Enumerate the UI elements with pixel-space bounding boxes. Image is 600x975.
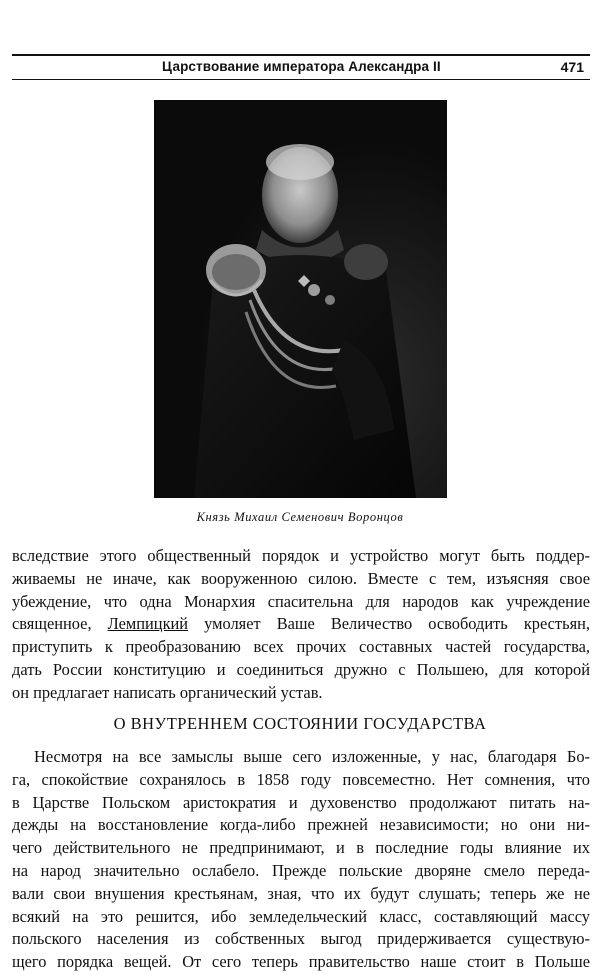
figure-caption: Князь Михаил Семенович Воронцов: [196, 510, 404, 524]
text-line: он предлагает написать органический устав.: [12, 682, 323, 702]
text-line: убеждение, что одна Монархия спасительна для народов как учреждение: [12, 591, 590, 611]
text-segment: священное,: [12, 614, 92, 634]
text-line: живаемы не иначе, как вооруженною силою. Вместе с тем, изъясняя свое: [12, 568, 590, 588]
text-line: Несмотря на все замыслы выше сего изложенные, у нас, благодаря Бо-: [34, 747, 590, 766]
portrait-illustration: [154, 100, 447, 498]
text-line: га, спокойствие сохранялось в 1858 году повсеместно. Нет сомнения, что: [12, 769, 590, 789]
text-segment: умоляет Ваше Величество освободить крестьян,: [204, 614, 590, 634]
portrait-photo: [154, 100, 447, 498]
text-line: всякий на это решится, ибо земледельческий класс, составляющий массу: [12, 906, 590, 926]
text-line: в Царстве Польском аристократия и духовенство продолжают питать на-: [12, 792, 590, 812]
text-line: на народ значительно ослабело. Прежде польские дворяне смело переда-: [12, 860, 590, 880]
page-number: 471: [560, 59, 584, 75]
underlined-name: Лемпицкий: [107, 614, 189, 634]
paragraph-2: [12, 746, 590, 974]
text-line: вследствие этого общественный порядок и устройство могут быть поддер-: [12, 546, 590, 565]
text-line: дежды на восстановление когда-либо прежней независимости; но они ни-: [12, 815, 590, 835]
paragraph-1: [12, 545, 590, 705]
text-line-with-name: [12, 613, 590, 636]
text-line: польского населения из собственных выгод придерживается существую-: [12, 929, 590, 949]
text-line: чего действительного не предпринимают, и в последние годы влияние их: [12, 838, 590, 858]
text-line: вали свои внушения крестьянам, зная, что их будут слушать; теперь же не: [12, 883, 590, 903]
text-line: щего порядка вещей. От сего теперь правительство наше стоит в Польше: [12, 952, 590, 972]
text-line: дать России конституцию и соединиться дружно с Польшею, для которой: [12, 659, 590, 679]
text-line: приступить к преобразованию всех прочих составных частей государства,: [12, 637, 590, 657]
section-heading: О ВНУТРЕННЕМ СОСТОЯНИИ ГОСУДАРСТВА: [113, 714, 487, 733]
running-header: [12, 54, 590, 80]
running-title: Царствование императора Александра II: [162, 59, 441, 74]
